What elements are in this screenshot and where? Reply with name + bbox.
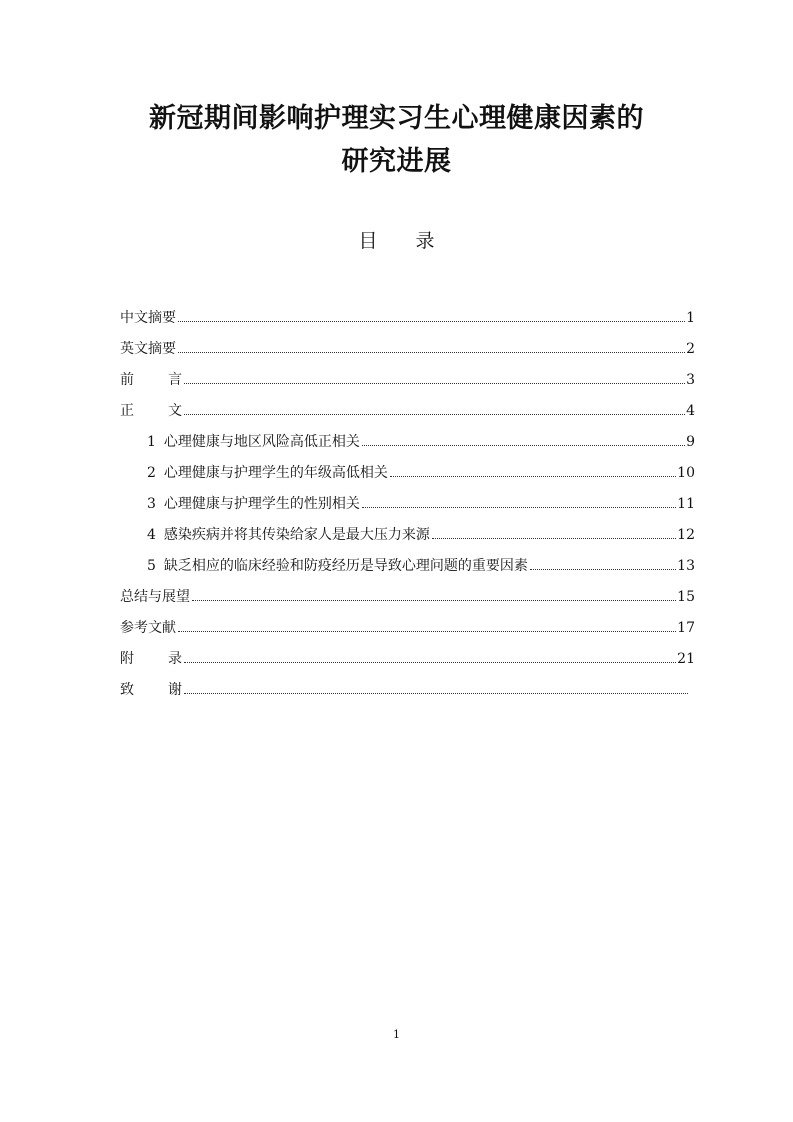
toc-leader-dots <box>362 445 685 446</box>
toc-entry-page: 15 <box>677 589 695 605</box>
toc-leader-dots <box>184 414 685 415</box>
toc-entry-number: 1 <box>147 434 156 450</box>
toc-entry-label: 中文摘要 <box>120 310 176 326</box>
toc-entry-page: 11 <box>677 496 695 512</box>
toc-entry-number: 5 <box>147 558 156 574</box>
toc-entry-text: 心理健康与护理学生的年级高低相关 <box>163 465 388 481</box>
toc-entry-page: 13 <box>677 558 695 574</box>
toc-entry-label <box>120 680 182 700</box>
toc-entry-label-char: 前 <box>120 372 134 388</box>
toc-leader-dots <box>184 662 676 663</box>
toc-entry-label-char: 正 <box>120 403 134 419</box>
toc-entry-label <box>147 525 430 545</box>
toc-entry-label <box>120 649 182 669</box>
toc-leader-dots <box>432 538 676 539</box>
toc-leader-dots <box>184 693 688 694</box>
toc-entry-page: 2 <box>686 341 695 357</box>
toc-entry-label <box>120 401 182 421</box>
toc-heading-char-2: 录 <box>415 230 435 252</box>
toc-entry-page: 1 <box>686 310 695 326</box>
toc-entry-label-char: 谢 <box>168 682 182 698</box>
toc-leader-dots <box>362 507 676 508</box>
toc-entry-label <box>147 463 388 483</box>
toc-entry-label-char: 文 <box>168 403 182 419</box>
toc-leader-dots <box>178 321 685 322</box>
toc-entry-page: 3 <box>686 372 695 388</box>
toc-entry-text: 心理健康与护理学生的性别相关 <box>163 496 360 512</box>
toc-entry-label-char: 言 <box>168 372 182 388</box>
toc-entry-page: 12 <box>677 527 695 543</box>
toc-entry-label: 英文摘要 <box>120 341 176 357</box>
toc-entry-section-5[interactable] <box>120 555 695 586</box>
toc-entry-section-2[interactable] <box>120 462 695 493</box>
toc-leader-dots <box>530 569 676 570</box>
toc-entry-summary[interactable] <box>120 586 695 617</box>
toc-leader-dots <box>390 476 676 477</box>
toc-entry-acknowledgements[interactable] <box>120 679 695 710</box>
toc-entry-text: 感染疾病并将其传染给家人是最大压力来源 <box>163 527 430 543</box>
toc-entry-preface[interactable] <box>120 369 695 400</box>
toc-entry-page: 21 <box>677 651 695 667</box>
toc-entry-number: 4 <box>147 527 156 543</box>
toc-entry-label-char: 附 <box>120 651 134 667</box>
toc-leader-dots <box>184 383 685 384</box>
toc-entry-main-text[interactable] <box>120 400 695 431</box>
toc-heading <box>0 226 793 256</box>
toc-entry-label <box>120 370 182 390</box>
toc-entry-label-char: 录 <box>168 651 182 667</box>
toc-entry-references[interactable] <box>120 617 695 648</box>
toc-leader-dots <box>178 631 676 632</box>
toc-entry-number: 2 <box>147 465 156 481</box>
toc-entry-page: 10 <box>677 465 695 481</box>
toc-entry-text: 缺乏相应的临床经验和防疫经历是导致心理问题的重要因素 <box>163 558 528 574</box>
toc-entry-english-abstract[interactable] <box>120 338 695 369</box>
toc-entry-page: 9 <box>686 434 695 450</box>
page-number: 1 <box>393 1028 400 1041</box>
toc-entry-page: 4 <box>686 403 695 419</box>
document-title-line-2: 研究进展 <box>341 146 452 177</box>
table-of-contents <box>120 307 695 710</box>
document-title-line-1: 新冠期间影响护理实习生心理健康因素的 <box>149 103 644 134</box>
toc-entry-label: 参考文献 <box>120 620 176 636</box>
toc-entry-label: 总结与展望 <box>120 589 190 605</box>
toc-entry-page: 17 <box>677 620 695 636</box>
toc-entry-chinese-abstract[interactable] <box>120 307 695 338</box>
toc-entry-label <box>147 556 528 576</box>
toc-leader-dots <box>192 600 676 601</box>
toc-entry-section-1[interactable] <box>120 431 695 462</box>
toc-entry-section-3[interactable] <box>120 493 695 524</box>
toc-entry-label <box>147 494 360 514</box>
toc-entry-section-4[interactable] <box>120 524 695 555</box>
toc-heading-char-1: 目 <box>358 230 378 252</box>
toc-entry-text: 心理健康与地区风险高低正相关 <box>163 434 360 450</box>
toc-entry-label <box>147 432 360 452</box>
toc-leader-dots <box>178 352 685 353</box>
toc-entry-label-char: 致 <box>120 682 134 698</box>
toc-entry-number: 3 <box>147 496 156 512</box>
toc-entry-appendix[interactable] <box>120 648 695 679</box>
